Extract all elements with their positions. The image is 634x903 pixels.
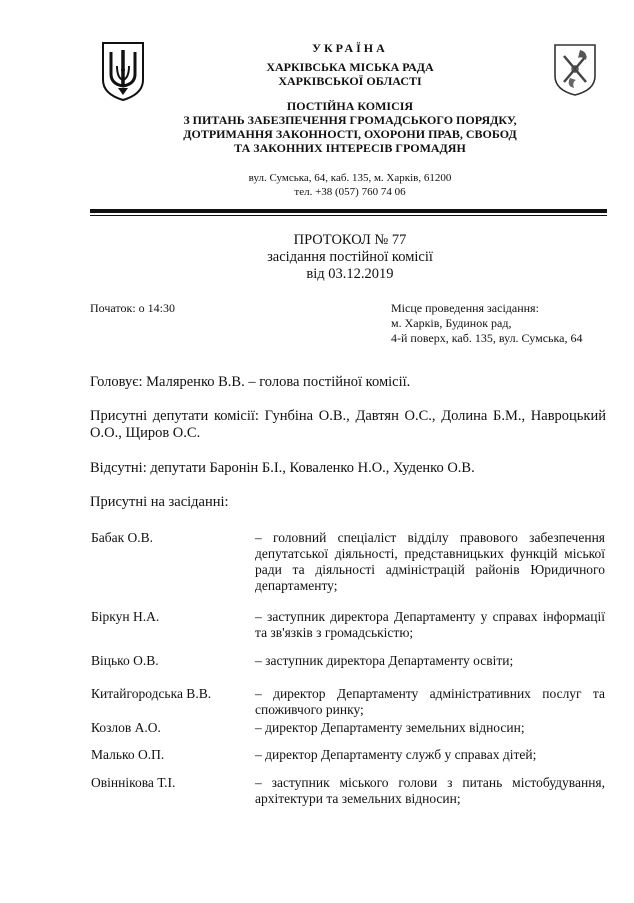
attendee-name: Віцько О.В.: [91, 653, 159, 668]
start-time: Початок: о 14:30: [90, 301, 175, 315]
attendee-role: – директор Департаменту земельних відносин;: [255, 720, 525, 735]
address-block: [150, 171, 550, 199]
committee-line: З ПИТАНЬ ЗАБЕЗПЕЧЕННЯ ГРОМАДСЬКОГО ПОРЯДКУ,: [183, 113, 517, 127]
header-divider: [90, 209, 607, 213]
attendee-name: Китайгородська В.В.: [91, 686, 212, 701]
attendee-role: – головний спеціаліст відділу правового забезпечення депутатської діяльності, представницьких функцій міської ради та діяльності адміністрацій районів Юридичного департаменту;: [255, 530, 605, 593]
council-line: ХАРКІВСЬКОЇ ОБЛАСТІ: [278, 74, 422, 88]
committee-title: [150, 99, 550, 155]
phone-line: тел. +38 (057) 760 74 06: [294, 186, 406, 198]
meeting-place: [391, 301, 616, 346]
attendee-name: Бабак О.В.: [91, 530, 154, 545]
attendee-name: Овіннікова Т.І.: [91, 775, 176, 790]
absent-deputies-paragraph: Відсутні: депутати Баронін Б.І., Коваленко Н.О., Худенко О.В.: [90, 460, 475, 476]
kharkiv-emblem-icon: [552, 42, 598, 98]
protocol-number: ПРОТОКОЛ № 77: [293, 232, 407, 248]
address-line: вул. Сумська, 64, каб. 135, м. Харків, 61200: [248, 172, 452, 184]
chair-paragraph: Головує: Маляренко В.В. – голова постійної комісії.: [90, 374, 411, 390]
attendee-role: – заступник директора Департаменту освіти;: [255, 653, 514, 668]
place-line: Місце проведення засідання:: [391, 301, 539, 315]
country-title: УКРАЇНА: [312, 41, 388, 55]
attendee-role: – директор Департаменту адміністративних послуг та споживчого ринку;: [255, 686, 605, 717]
tryzub-emblem-icon: [100, 40, 146, 102]
protocol-title: [150, 232, 550, 283]
attendee-name: Біркун Н.А.: [91, 609, 160, 624]
present-deputies-paragraph: Присутні депутати комісії: Гунбіна О.В., Давтян О.С., Долина Б.М., Навроцький О.О., Щиров О.С.: [90, 408, 606, 441]
attendee-role: – заступник міського голови з питань містобудування, архітектури та земельних відносин;: [255, 775, 605, 806]
place-line: 4-й поверх, каб. 135, вул. Сумська, 64: [391, 331, 583, 345]
attendee-role: – директор Департаменту служб у справах дітей;: [255, 747, 537, 762]
header-divider-thin: [90, 215, 607, 216]
attendee-name: Малько О.П.: [91, 747, 165, 762]
attendees-heading: Присутні на засіданні:: [90, 494, 229, 510]
protocol-subtitle: засідання постійної комісії: [267, 249, 433, 265]
attendee-role: – заступник директора Департаменту у справах інформації та зв'язків з громадськістю;: [255, 609, 605, 640]
place-line: м. Харків, Будинок рад,: [391, 316, 512, 330]
committee-line: ТА ЗАКОННИХ ІНТЕРЕСІВ ГРОМАДЯН: [234, 141, 466, 155]
council-title: [150, 60, 550, 88]
protocol-date: від 03.12.2019: [306, 266, 394, 282]
attendee-name: Козлов А.О.: [91, 720, 161, 735]
committee-line: ПОСТІЙНА КОМІСІЯ: [286, 99, 414, 113]
council-line: ХАРКІВСЬКА МІСЬКА РАДА: [266, 60, 434, 74]
committee-line: ДОТРИМАННЯ ЗАКОННОСТІ, ОХОРОНИ ПРАВ, СВОБОД: [183, 127, 517, 141]
